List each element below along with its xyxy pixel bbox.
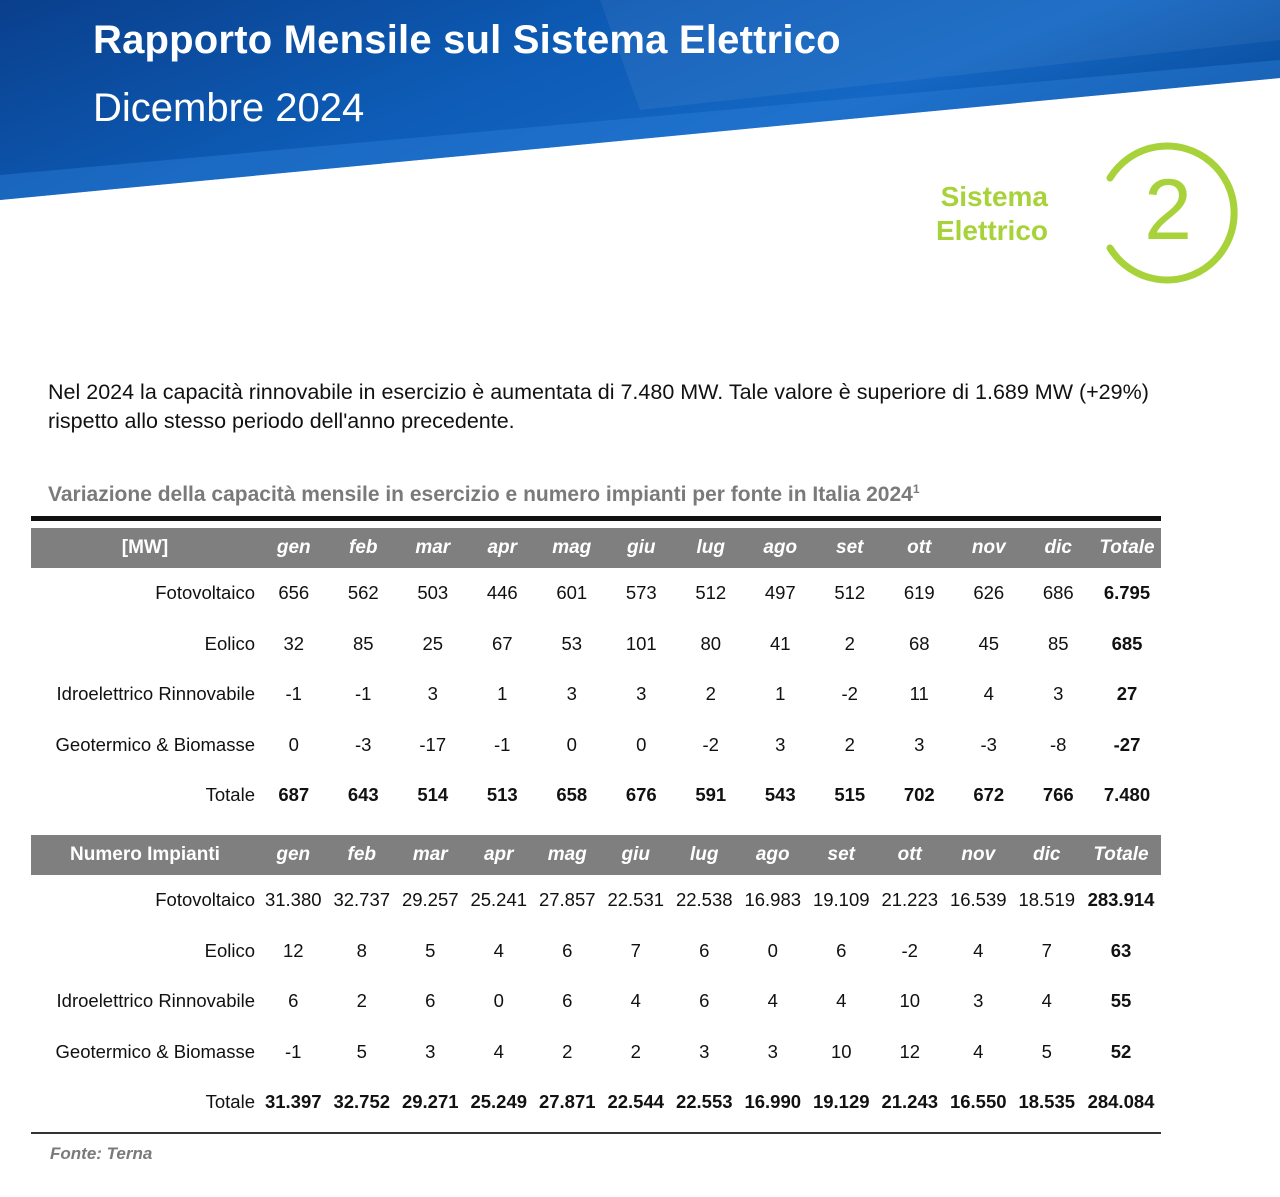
- table-cell: 29.257: [401, 889, 459, 911]
- table-cell: 68: [908, 632, 930, 654]
- table-cell: 4: [493, 939, 504, 961]
- table-cell: 2: [705, 683, 716, 705]
- table-row: [31, 770, 1161, 821]
- row-label: Totale: [205, 1091, 255, 1113]
- column-header-gen: gen: [259, 528, 329, 568]
- row-total-cell: 685: [1111, 632, 1143, 654]
- table-cell: 32: [283, 632, 305, 654]
- table-cell: 4: [973, 1040, 984, 1062]
- table-caption-footnote: 1: [912, 482, 920, 496]
- table-row: [31, 1027, 1161, 1078]
- table-cell: 22.544: [607, 1091, 665, 1113]
- table-cell: 3: [914, 733, 925, 755]
- table-top-rule: [31, 516, 1161, 521]
- column-header-nov: nov: [944, 835, 1013, 875]
- table-cell: 656: [278, 582, 310, 604]
- column-header-set: set: [807, 835, 876, 875]
- table-cell: 85: [352, 632, 374, 654]
- table-cell: 2: [630, 1040, 641, 1062]
- table-cell: 2: [844, 733, 855, 755]
- table-cell: 6: [288, 990, 299, 1012]
- table-cell: 41: [769, 632, 791, 654]
- column-header-gen: gen: [259, 835, 328, 875]
- column-header-dic: dic: [1013, 835, 1082, 875]
- table-cell: 19.109: [812, 889, 870, 911]
- table-cell: 672: [973, 784, 1005, 806]
- table-cell: 29.271: [401, 1091, 459, 1113]
- table-cell: -3: [355, 733, 372, 755]
- column-header-lug: lug: [670, 835, 739, 875]
- row-label: Geotermico & Biomasse: [55, 1040, 255, 1062]
- table-cell: 18.535: [1018, 1091, 1076, 1113]
- column-header-totale: Totale: [1081, 835, 1161, 875]
- table-cell: 32.752: [333, 1091, 391, 1113]
- row-total-cell: 283.914: [1087, 889, 1155, 911]
- table-cell: 22.538: [675, 889, 733, 911]
- table-cell: 515: [834, 784, 866, 806]
- table-cell: 5: [356, 1040, 367, 1062]
- table-cell: 12: [899, 1040, 921, 1062]
- table-caption: [48, 482, 920, 507]
- table-cell: 27.871: [538, 1091, 596, 1113]
- table-cell: 543: [764, 784, 796, 806]
- table-cell: 643: [347, 784, 379, 806]
- table-cell: 686: [1042, 582, 1074, 604]
- table-cell: 25: [422, 632, 444, 654]
- table-cell: 4: [630, 990, 641, 1012]
- column-header-set: set: [815, 528, 885, 568]
- table-cell: 31.397: [264, 1091, 322, 1113]
- table-cell: -1: [285, 1040, 302, 1062]
- table-cell: 16.990: [744, 1091, 802, 1113]
- table-cell: -1: [285, 683, 302, 705]
- table-cell: 32.737: [333, 889, 391, 911]
- table-cell: 0: [566, 733, 577, 755]
- table-cell: 25.249: [470, 1091, 528, 1113]
- row-total-cell: 63: [1110, 939, 1132, 961]
- table-cell: 16.539: [949, 889, 1007, 911]
- table-cell: 6: [699, 990, 710, 1012]
- table-cell: 687: [278, 784, 310, 806]
- table-cell: 5: [425, 939, 436, 961]
- table-cell: 3: [699, 1040, 710, 1062]
- table-cell: 1: [775, 683, 786, 705]
- row-total-cell: 6.795: [1103, 582, 1151, 604]
- row-label: Fotovoltaico: [155, 582, 255, 604]
- table-cell: 0: [288, 733, 299, 755]
- table-row: [31, 926, 1161, 977]
- table-cell: 601: [556, 582, 588, 604]
- table-cell: 497: [764, 582, 796, 604]
- table-cell: 3: [1053, 683, 1064, 705]
- table-cell: 3: [636, 683, 647, 705]
- table-cell: -17: [419, 733, 447, 755]
- table-cell: 21.223: [881, 889, 939, 911]
- report-subtitle: Dicembre 2024: [93, 86, 365, 130]
- table-cell: 6: [425, 990, 436, 1012]
- table-cell: 4: [767, 990, 778, 1012]
- column-header-ott: ott: [885, 528, 955, 568]
- table-caption-text: Variazione della capacità mensile in esercizio e numero impianti per fonte in Italia 2024: [48, 483, 913, 506]
- table-cell: 512: [834, 582, 866, 604]
- section-label-line1: Sistema: [940, 181, 1048, 212]
- row-total-cell: 284.084: [1087, 1091, 1155, 1113]
- column-header-ago: ago: [739, 835, 808, 875]
- column-header-giu: giu: [602, 835, 671, 875]
- table-row: [31, 568, 1161, 619]
- table-cell: -8: [1050, 733, 1067, 755]
- table-header-label: [MW]: [31, 528, 259, 568]
- column-header-mag: mag: [533, 835, 602, 875]
- row-total-cell: 52: [1110, 1040, 1132, 1062]
- table-row: [31, 720, 1161, 771]
- table-cell: 12: [282, 939, 304, 961]
- table-cell: 562: [347, 582, 379, 604]
- column-header-feb: feb: [329, 528, 399, 568]
- table-cell: 5: [1041, 1040, 1052, 1062]
- table-cell: 626: [973, 582, 1005, 604]
- table-cell: 18.519: [1018, 889, 1076, 911]
- table-cell: 512: [695, 582, 727, 604]
- column-header-apr: apr: [465, 835, 534, 875]
- column-header-lug: lug: [676, 528, 746, 568]
- table-cell: 85: [1047, 632, 1069, 654]
- column-header-ott: ott: [876, 835, 945, 875]
- column-header-mag: mag: [537, 528, 607, 568]
- table-cell: 3: [566, 683, 577, 705]
- table-cell: 2: [562, 1040, 573, 1062]
- table-cell: 6: [836, 939, 847, 961]
- table-row: [31, 875, 1161, 926]
- column-header-mar: mar: [398, 528, 468, 568]
- source-note: Fonte: Terna: [50, 1144, 153, 1163]
- table-cell: 4: [983, 683, 994, 705]
- table-row: [31, 619, 1161, 670]
- table-cell: 22.553: [675, 1091, 733, 1113]
- table-cell: 80: [700, 632, 722, 654]
- table-cell: 31.380: [264, 889, 322, 911]
- table-cell: 10: [830, 1040, 852, 1062]
- table-cell: 16.983: [744, 889, 802, 911]
- table-cell: 53: [561, 632, 583, 654]
- row-total-cell: -27: [1113, 733, 1141, 755]
- row-total-cell: 7.480: [1103, 784, 1151, 806]
- column-header-giu: giu: [607, 528, 677, 568]
- table-cell: 10: [899, 990, 921, 1012]
- row-label: Totale: [205, 784, 255, 806]
- table-bottom-rule: [31, 1132, 1161, 1134]
- table-cell: 4: [1041, 990, 1052, 1012]
- table-row: [31, 976, 1161, 1027]
- column-header-ago: ago: [746, 528, 816, 568]
- table-cell: 676: [625, 784, 657, 806]
- table-cell: 4: [493, 1040, 504, 1062]
- column-header-feb: feb: [328, 835, 397, 875]
- table-cell: 6: [562, 939, 573, 961]
- table-cell: 514: [417, 784, 449, 806]
- table-cell: 3: [425, 1040, 436, 1062]
- column-header-dic: dic: [1024, 528, 1094, 568]
- table-cell: 6: [562, 990, 573, 1012]
- row-label: Eolico: [204, 632, 255, 654]
- intro-paragraph: Nel 2024 la capacità rinnovabile in esercizio è aumentata di 7.480 MW. Tale valore è superiore di 1.689 MW (+29%) rispetto allo stesso periodo dell'anno precedente.: [48, 380, 1149, 433]
- table-cell: -2: [841, 683, 858, 705]
- table-cell: 101: [625, 632, 657, 654]
- table-cell: 2: [356, 990, 367, 1012]
- table-cell: 0: [493, 990, 504, 1012]
- table-row: [31, 669, 1161, 720]
- row-label: Geotermico & Biomasse: [55, 733, 255, 755]
- table-cell: 2: [844, 632, 855, 654]
- table-cell: 45: [978, 632, 1000, 654]
- table-cell: -1: [494, 733, 511, 755]
- table-cell: 4: [836, 990, 847, 1012]
- column-header-nov: nov: [954, 528, 1024, 568]
- table-cell: 4: [973, 939, 984, 961]
- report-title: Rapporto Mensile sul Sistema Elettrico: [93, 18, 841, 62]
- table-header-label: Numero Impianti: [31, 835, 259, 875]
- table-cell: 702: [903, 784, 935, 806]
- table-cell: 513: [486, 784, 518, 806]
- table-cell: -2: [702, 733, 719, 755]
- table-cell: 619: [903, 582, 935, 604]
- section-label-line2: Elettrico: [935, 215, 1048, 246]
- table-cell: 766: [1042, 784, 1074, 806]
- table-header-row: [31, 835, 1161, 875]
- row-label: Fotovoltaico: [155, 889, 255, 911]
- table-cell: 27.857: [538, 889, 596, 911]
- table-cell: -2: [901, 939, 918, 961]
- table-cell: 3: [973, 990, 984, 1012]
- column-header-mar: mar: [396, 835, 465, 875]
- plant-count-table: [31, 835, 1161, 1128]
- column-header-apr: apr: [468, 528, 538, 568]
- table-cell: 22.531: [607, 889, 665, 911]
- column-header-totale: Totale: [1093, 528, 1161, 568]
- table-cell: 591: [695, 784, 727, 806]
- section-number: 2: [1144, 162, 1192, 258]
- table-cell: 11: [909, 683, 929, 705]
- table-cell: 573: [625, 582, 657, 604]
- table-cell: 25.241: [470, 889, 528, 911]
- row-label: Eolico: [204, 939, 255, 961]
- table-cell: 7: [630, 939, 641, 961]
- row-total-cell: 55: [1110, 990, 1132, 1012]
- table-cell: 503: [417, 582, 449, 604]
- table-cell: 67: [491, 632, 513, 654]
- table-header-row: [31, 528, 1161, 568]
- table-cell: 0: [767, 939, 778, 961]
- table-cell: 16.550: [949, 1091, 1007, 1113]
- table-cell: 19.129: [812, 1091, 870, 1113]
- row-total-cell: 27: [1116, 683, 1138, 705]
- table-cell: -3: [980, 733, 997, 755]
- table-cell: 7: [1041, 939, 1052, 961]
- table-cell: 8: [356, 939, 367, 961]
- table-cell: 3: [767, 1040, 778, 1062]
- table-cell: 3: [427, 683, 438, 705]
- section-label: [936, 180, 1048, 248]
- row-label: Idroelettrico Rinnovabile: [56, 990, 255, 1012]
- table-cell: 6: [699, 939, 710, 961]
- table-cell: 0: [636, 733, 647, 755]
- section-badge: [935, 138, 1250, 288]
- table-cell: 658: [556, 784, 588, 806]
- table-cell: -1: [355, 683, 372, 705]
- table-cell: 3: [775, 733, 786, 755]
- table-cell: 21.243: [881, 1091, 939, 1113]
- table-row: [31, 1077, 1161, 1128]
- row-label: Idroelettrico Rinnovabile: [56, 683, 255, 705]
- table-cell: 1: [497, 683, 508, 705]
- capacity-mw-table: [31, 528, 1161, 821]
- table-cell: 446: [486, 582, 518, 604]
